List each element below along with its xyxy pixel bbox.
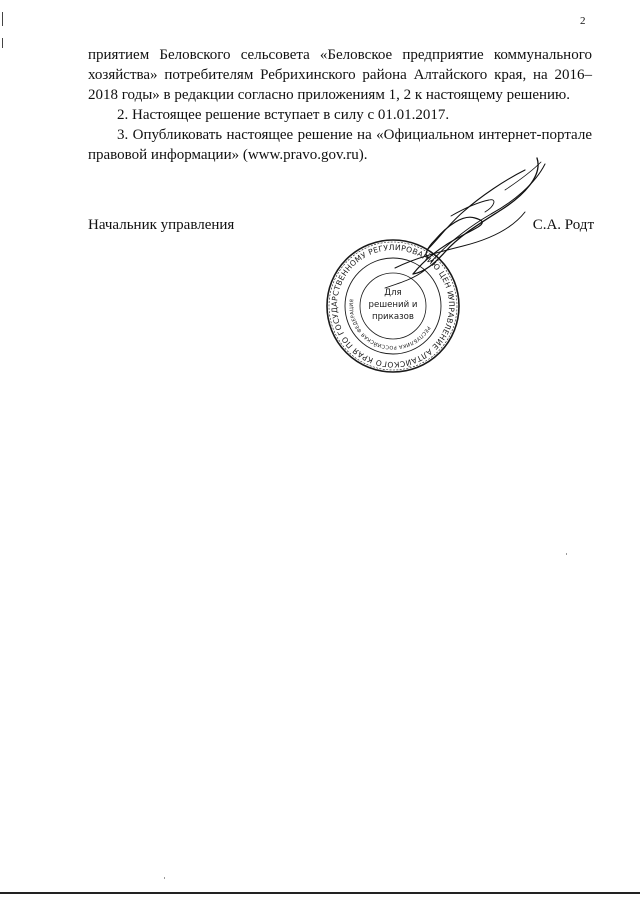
signer-name: С.А. Родт [532,217,594,233]
stamp-center-line-3: приказов [371,312,415,322]
handwritten-signature [355,150,555,300]
document-body [88,45,592,165]
paragraph-effective-date: 2. Настоящее решение вступает в силу с 01.01.2017. [117,107,450,123]
scan-speck [566,553,567,555]
stamp-center-line-2: решений и [368,300,418,310]
scan-bottom-edge [0,892,640,894]
paragraph-publication: 3. Опубликовать настоящее решение на «Официальном интернет-портале правовой информации» (www.pravo.gov.ru). [88,127,592,163]
stamp-outer-text: УПРАВЛЕНИЕ АЛТАЙСКОГО КРАЯ ПО ГОСУДАРСТВЕННОМУ РЕГУЛИРОВАНИЮ ЦЕН И [329,242,457,370]
scan-speck [164,877,165,879]
page-number: 2 [580,15,586,27]
signer-title: Начальник управления [88,217,235,233]
paragraph-continuation: приятием Беловского сельсовета «Беловское предприятие коммунального хозяйства» потребителям Ребрихинского района Алтайского края, на 2016–2018 годы» в редакции согласно приложениям 1, 2 к настоящему решению. [88,47,592,103]
stamp-center-line-1: Для [384,288,402,298]
scan-edge-mark [2,38,3,48]
scan-edge-mark [2,12,3,26]
stamp-inner-text: РЕСПУБЛИКА РОССИЙСКАЯ ФЕДЕРАЦИЯ [348,298,432,351]
